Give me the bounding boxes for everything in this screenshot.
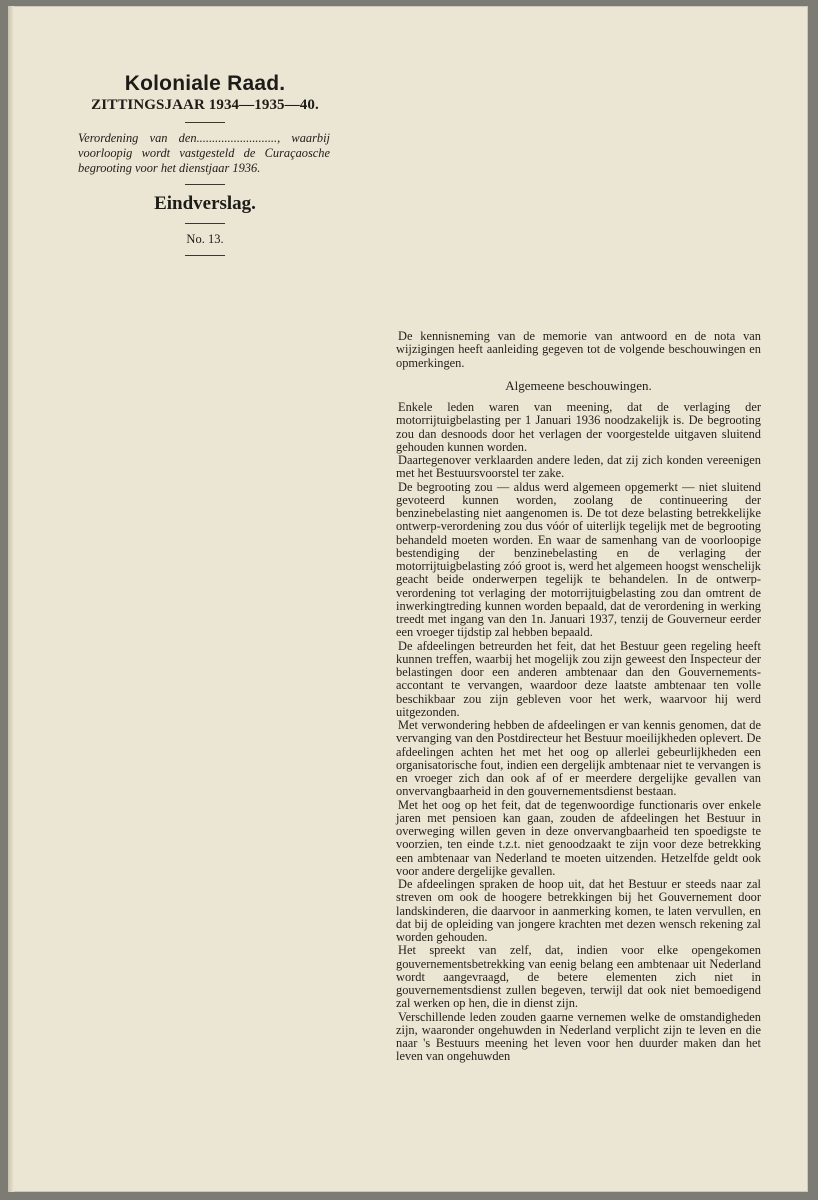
body-paragraph: De afdeelingen spraken de hoop uit, dat het Bestuur er steeds naar zal streven om ook de hoogere betrekkingen bij het Gouvernement door landskinderen, die daarvoor in aanmerking komen, te laten vervullen, en dat bij de opleiding van jongere krachten met dezen wensch rekening zal worden gehouden. (396, 877, 761, 944)
document-number: No. 13. (186, 232, 224, 246)
divider (185, 255, 225, 256)
body-paragraph: Met het oog op het feit, dat de tegenwoordige functionaris over enkele jaren met pensioen kan gaan, zouden de afdeelingen het Bestuur in overweging willen geven in deze onvervangbaarheid ten spoedigste te voorzien, ten einde t.z.t. niet genoodzaakt te zijn voor deze betrekking een ambtenaar van Nederland te moeten uitzenden. Hetzelfde geldt ook voor andere dergelijke gevallen. (396, 797, 761, 878)
document-header (70, 72, 340, 264)
body-paragraph: Verschillende leden zouden gaarne vernemen welke de omstandigheden zijn, waaronder ongehuwden in Nederland verplicht zijn te leven en die naar 's Bestuurs meening het leven voor hen duurder maken dan het leven van ongehuwden (396, 1009, 761, 1064)
body-paragraph: De begrooting zou — aldus werd algemeen opgemerkt — niet sluitend gevoteerd kunnen worden, zoolang de continueering der benzinebelasting niet aangenomen is. De tot deze belasting betrekkelijke ontwerp-verordening zou dus vóór of uiterlijk tegelijk met de begrooting behandeld moeten worden. En waar de samenhang van de voorloopige bestendiging der benzinebelasting en de verlaging der motorrijtuigbelasting zóó groot is, werd het algemeen hoogst wenschelijk geacht beide onderwerpen tegelijk te behandelen. In de ontwerp-verordening tot verlaging der motorrijtuigbelasting zou dan omtrent de inwerkingtreding kunnen worden bepaald, dat de verordening in werking treedt met ingang van den 1n. Januari 1937, tenzij de Gouverneur eerder een vroeger tijdstip zal hebben bepaald. (396, 479, 761, 640)
council-title: Koloniale Raad. (124, 72, 286, 95)
body-paragraph: Enkele leden waren van meening, dat de verlaging der motorrijtuigbelasting per 1 Januari 1936 noodzakelijk is. De begrooting zou dan desnoods door het verlagen der voorgestelde uitgaven sluitend gehouden kunnen worden. (396, 400, 761, 454)
session-year: ZITTINGSJAAR 1934—1935—40. (91, 97, 319, 113)
divider (185, 184, 225, 185)
intro-paragraph: De kennisneming van de memorie van antwoord en de nota van wijzigingen heeft aanleiding gegeven tot de volgende beschouwingen en opmerkingen. (396, 329, 761, 370)
report-body (396, 330, 761, 1064)
body-paragraph: Daartegenover verklaarden andere leden, dat zij zich konden vereenigen met het Bestuursvoorstel ter zake. (396, 453, 761, 481)
body-paragraph: De afdeelingen betreurden het feit, dat het Bestuur geen regeling heeft kunnen treffen, waarbij het mogelijk zou zijn geweest den Inspecteur der belastingen door een anderen ambtenaar dan den Gouvernements-accontant te vervangen, waardoor deze laatste ambtenaar ten volle beschikbaar zou zijn gebleven voor het werk, waarvoor hij werd uitgezonden. (396, 638, 761, 719)
page-binding-edge (8, 6, 14, 1192)
ordinance-subject: Verordening van den.........................., waarbij voorloopig wordt vastgesteld de Curaçaosche begrooting voor het dienstjaar 1936. (78, 131, 330, 175)
body-paragraph: Met verwondering hebben de afdeelingen er van kennis genomen, dat de vervanging van den Postdirecteur het Bestuur moeilijkheden oplevert. De afdeelingen achten het met het oog op allerlei gebeurlijkheden een organisatorische fout, indien een dergelijk ambtenaar niet te vervangen is en vroeger zich dan ook af of er meerdere dergelijke gevallen van onvervangbaarheid in den gouvernementsdienst bestaan. (396, 718, 761, 799)
divider (185, 122, 225, 123)
report-title: Eindverslag. (154, 193, 256, 214)
section-heading: Algemeene beschouwingen. (505, 377, 652, 393)
body-paragraph: Het spreekt van zelf, dat, indien voor elke opengekomen gouvernementsbetrekking van eenig belang een ambtenaar uit Nederland wordt aangevraagd, de betere elementen zich niet in gouvernementsdienst zullen begeven, terwijl dat ook niet bemoedigend zal werken op hen, die in dienst zijn. (396, 943, 761, 1011)
divider (185, 223, 225, 224)
